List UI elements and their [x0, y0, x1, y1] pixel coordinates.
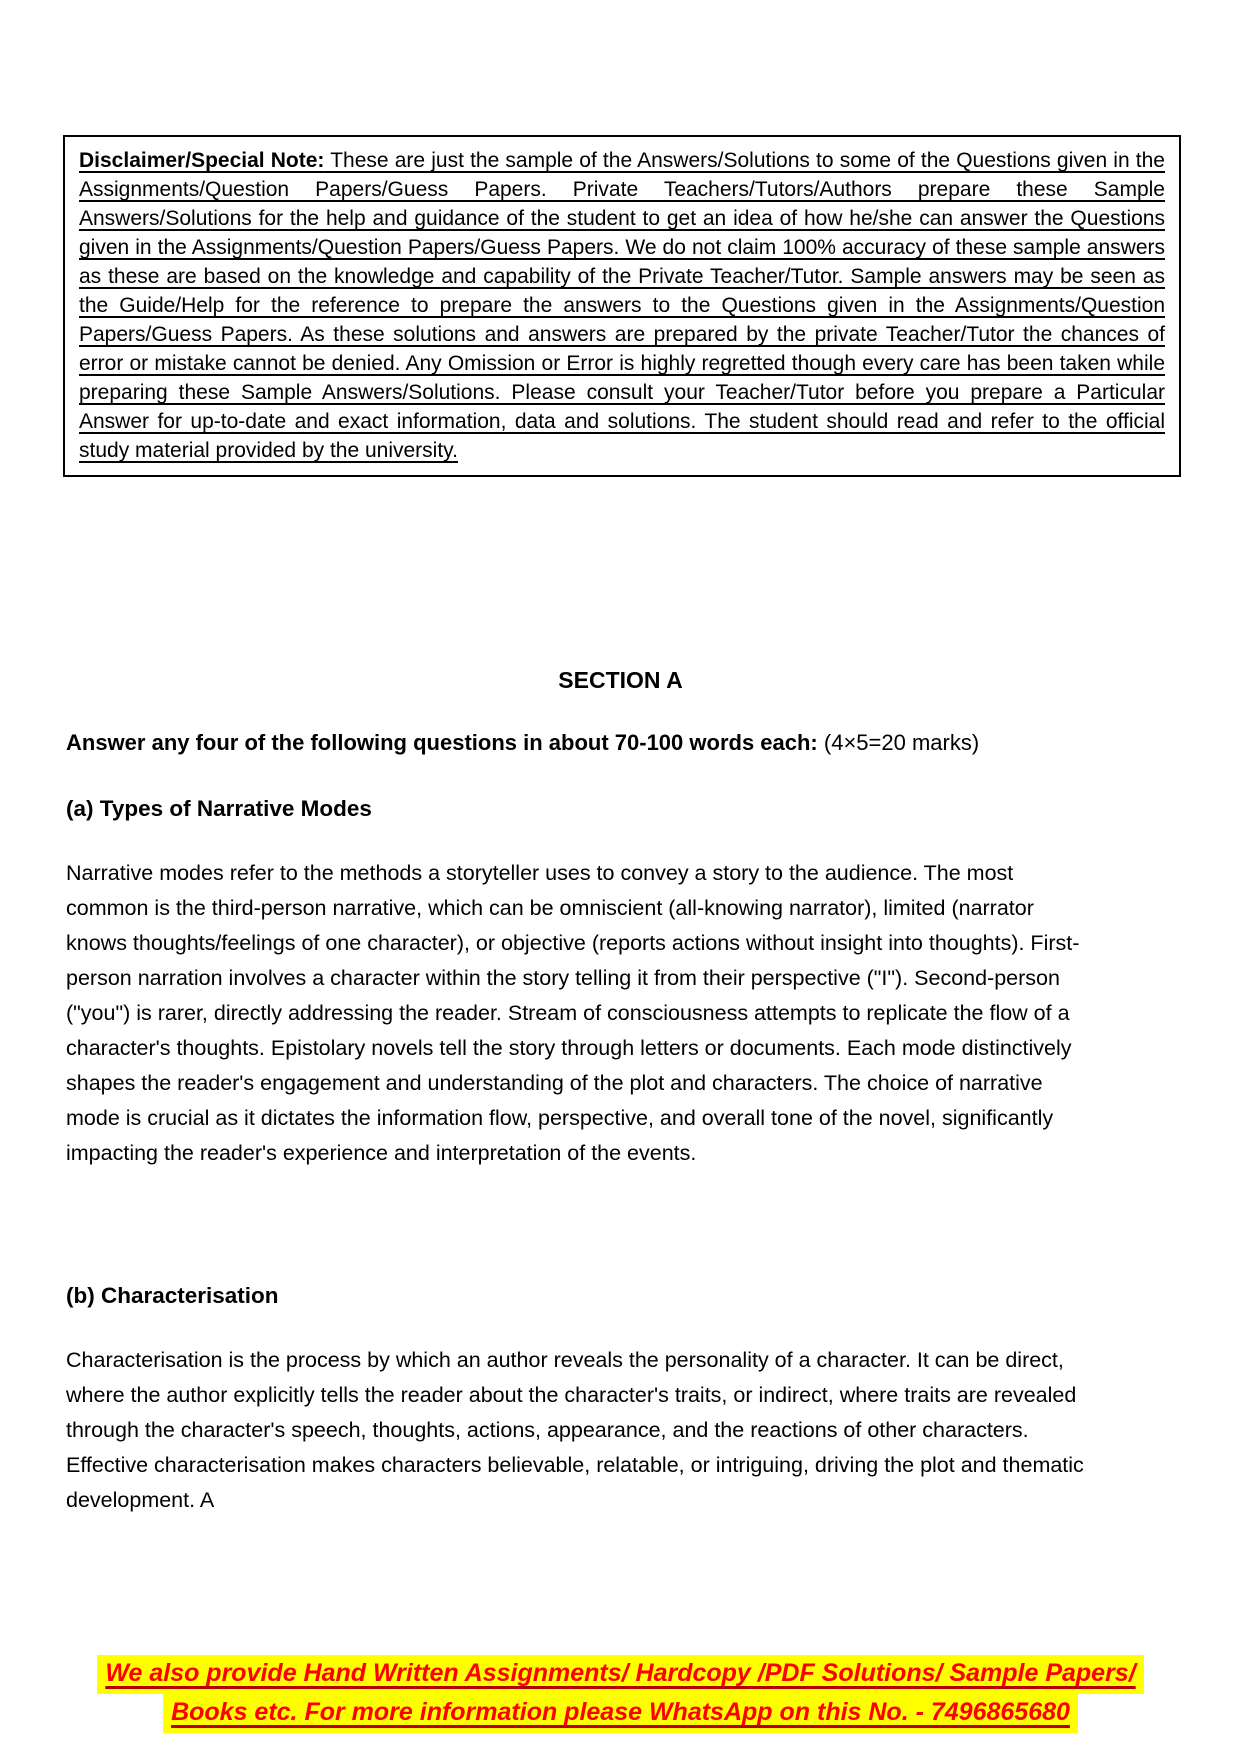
disclaimer-box	[63, 135, 1181, 477]
question-block-b	[0, 1283, 1241, 1518]
footer-line-2: Books etc. For more information please WhatsApp on this No. - 7496865680	[163, 1694, 1078, 1733]
disclaimer-body: These are just the sample of the Answers/Solutions to some of the Questions given in the Assignments/Question Papers/Guess Papers. Private Teachers/Tutors/Authors prepare these Sample Answers/Solutions for the help and guidance of the student to get an idea of how he/she can answer the Questions given in the Assignments/Question Papers/Guess Papers. We do not claim 100% accuracy of these sample answers as these are based on the knowledge and capability of the Private Teacher/Tutor. Sample answers may be seen as the Guide/Help for the reference to prepare the answers to the Questions given in the Assignments/Question Papers/Guess Papers. As these solutions and answers are prepared by the private Teacher/Tutor the chances of error or mistake cannot be denied. Any Omission or Error is highly regretted though every care has been taken while preparing these Sample Answers/Solutions. Please consult your Teacher/Tutor before you prepare a Particular Answer for up-to-date and exact information, data and solutions. The student should read and refer to the official study material provided by the university.	[79, 149, 1165, 462]
question-b-heading: (b) Characterisation	[66, 1283, 279, 1308]
instruction-marks: (4×5=20 marks)	[823, 730, 980, 755]
instruction-line	[66, 730, 1175, 756]
disclaimer-lead: Disclaimer/Special Note:	[79, 149, 325, 172]
footer-line-1: We also provide Hand Written Assignments/ Hardcopy /PDF Solutions/ Sample Papers/	[97, 1655, 1143, 1694]
question-a-answer: Narrative modes refer to the methods a storyteller uses to convey a story to the audience. The most common is the third-person narrative, which can be omniscient (all-knowing narrator), limited (narrator knows thoughts/feelings of one character), or objective (reports actions without insight into thoughts). First-person narration involves a character within the story telling it from their perspective ("I"). Second-person ("you") is rarer, directly addressing the reader. Stream of consciousness attempts to replicate the flow of a character's thoughts. Epistolary novels tell the story through letters or documents. Each mode distinctively shapes the reader's engagement and understanding of the plot and characters. The choice of narrative mode is crucial as it dictates the information flow, perspective, and overall tone of the novel, significantly impacting the reader's experience and interpretation of the events.	[66, 861, 1080, 1165]
question-b-answer: Characterisation is the process by which an author reveals the personality of a character. It can be direct, where the author explicitly tells the reader about the character's traits, or indirect, where traits are revealed through the character's speech, thoughts, actions, appearance, and the reactions of other characters. Effective characterisation makes characters believable, relatable, or intriguing, driving the plot and thematic development. A	[66, 1348, 1084, 1512]
instruction-text: Answer any four of the following questions in about 70-100 words each:	[66, 730, 818, 755]
section-a-heading: SECTION A	[558, 667, 683, 693]
footer-banner	[0, 1655, 1241, 1733]
question-a-heading: (a) Types of Narrative Modes	[66, 796, 372, 821]
question-block-a	[0, 796, 1241, 1171]
